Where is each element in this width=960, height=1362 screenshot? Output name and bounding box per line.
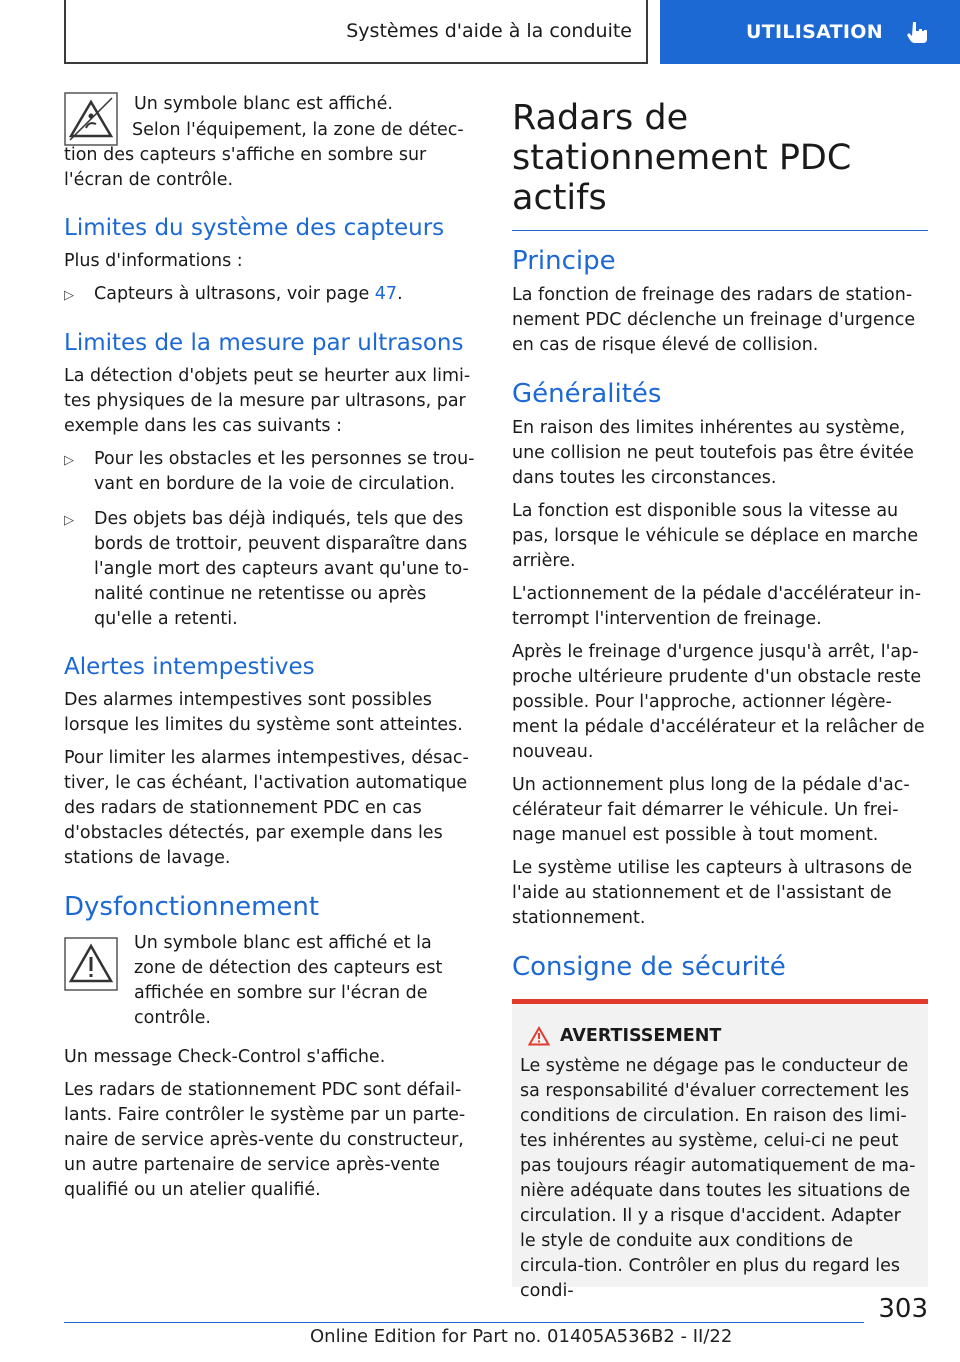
page-title: Radars de stationnement PDC actifs <box>512 98 852 218</box>
more-info-label: Plus d'informations : <box>64 251 243 271</box>
warning-header <box>520 1026 918 1046</box>
warning-triangle-icon <box>528 1026 550 1046</box>
header-section <box>64 0 648 64</box>
bullet-obstacles-text: Pour les obstacles et les personnes se trou-vant en bordure de la voie de circulation. <box>94 449 475 494</box>
malfunction-paragraph-2: Les radars de stationnement PDC sont défail-lants. Faire contrôler le système par un parte-naire de service après-vente du constructeur, un autre partenaire de service après-vente qualifié ou un atelier qualifié. <box>64 1080 466 1200</box>
list-item <box>64 507 478 632</box>
ultrasound-paragraph: La détection d'objets peut se heurter aux limi-tes physiques de la mesure par ultrasons, par exemple dans les cas suivants : <box>64 366 471 436</box>
general-paragraph-1: En raison des limites inhérentes au système, une collision ne peut toutefois pas être évitée dans toutes les circonstances. <box>512 418 914 488</box>
alerts-paragraph-1: Des alarmes intempestives sont possibles lorsque les limites du système sont atteintes. <box>64 690 463 735</box>
header-chapter-tab[interactable] <box>660 0 960 64</box>
footer-divider <box>64 1322 864 1323</box>
bullet-triangle-icon: ▷ <box>64 513 74 528</box>
footer-edition: Online Edition for Part no. 01405A536B2 - II/22 <box>310 1326 733 1347</box>
general-paragraph-5: Un actionnement plus long de la pédale d'ac-célérateur fait démarrer le véhicule. Un frei-nage manuel est possible à tout moment. <box>512 775 910 845</box>
bullet-sensors-text: Capteurs à ultrasons, voir page <box>94 284 375 304</box>
left-column <box>64 92 478 1211</box>
right-column <box>512 98 928 1301</box>
bullet-triangle-icon: ▷ <box>64 288 74 303</box>
header-chapter-title: UTILISATION <box>746 21 883 43</box>
general-paragraph-4: Après le freinage d'urgence jusqu'à arrêt, l'ap-proche ultérieure prudente d'un obstacle reste possible. Pour l'approche, actionner légère-ment la pédale d'accélérateur et la relâcher de nouveau. <box>512 642 925 762</box>
heading-ultrasound-limits: Limites de la mesure par ultrasons <box>64 330 464 356</box>
heading-general: Généralités <box>512 379 662 409</box>
warning-triangle-icon <box>64 937 118 991</box>
heading-principle: Principe <box>512 246 616 276</box>
general-paragraph-3: L'actionnement de la pédale d'accélérateur in-terrompt l'intervention de freinage. <box>512 584 922 629</box>
heading-malfunction: Dysfonctionnement <box>64 892 320 922</box>
title-divider <box>512 230 928 231</box>
alerts-paragraph-2: Pour limiter les alarmes intempestives, désac-tiver, le cas échéant, l'activation automatique des radars de stationnement PDC en cas d'obstacles détectés, par exemple dans les stations de lavage. <box>64 748 469 868</box>
page-number: 303 <box>878 1294 928 1324</box>
bullet-triangle-icon: ▷ <box>64 453 74 468</box>
heading-sensor-limits: Limites du système des capteurs <box>64 215 445 241</box>
warning-title: AVERTISSEMENT <box>560 1026 722 1046</box>
header-section-title: Systèmes d'aide à la conduite <box>346 20 632 42</box>
warning-box <box>512 999 928 1301</box>
list-item <box>64 447 478 497</box>
heading-false-alerts: Alertes intempestives <box>64 654 315 680</box>
heading-safety: Consigne de sécurité <box>512 952 786 982</box>
bullet-low-objects-text: Des objets bas déjà indiqués, tels que des bords de trottoir, peuvent disparaître dans l'angle mort des capteurs avant qu'une to-nalité continue ne retentisse ou après qu'elle a retenti. <box>94 509 469 629</box>
malfunction-symbol-text: Un symbole blanc est affiché et la zone de détection des capteurs est affichée en sombre sur l'écran de contrôle. <box>134 933 443 1028</box>
principle-paragraph: La fonction de freinage des radars de station-nement PDC déclenche un freinage d'urgence en cas de risque élevé de collision. <box>512 285 916 355</box>
general-paragraph-6: Le système utilise les capteurs à ultrasons de l'aide au stationnement et de l'assistant de stationnement. <box>512 858 913 928</box>
bullet-sensors-end: . <box>397 284 403 304</box>
general-paragraph-2: La fonction est disponible sous la vitesse au pas, lorsque le véhicule se déplace en marche arrière. <box>512 501 919 571</box>
driver-assist-warning-icon <box>64 92 118 146</box>
pointing-hand-icon <box>905 19 931 45</box>
malfunction-symbol-row <box>64 931 478 1039</box>
intro-line-1: Un symbole blanc est affiché. <box>134 94 393 114</box>
warning-text: Le système ne dégage pas le conducteur de sa responsabilité d'évaluer correctement les conditions de circulation. En raison des limi-tes inhérentes au système, celui-ci ne peut pas toujours réagir automatiquement de ma-nière adéquate dans toutes les situations de circulation. Il y a risque d'accident. Adapter le style de conduite aux conditions de circula-tion. Contrôler en plus du regard les condi- <box>520 1056 916 1301</box>
malfunction-paragraph-1: Un message Check-Control s'affiche. <box>64 1047 386 1067</box>
intro-line-2: Selon l'équipement, la zone de détec-tion des capteurs s'affiche en sombre sur l'écran de contrôle. <box>64 120 464 190</box>
list-item <box>64 282 478 308</box>
page-link-47[interactable]: 47 <box>374 284 398 304</box>
